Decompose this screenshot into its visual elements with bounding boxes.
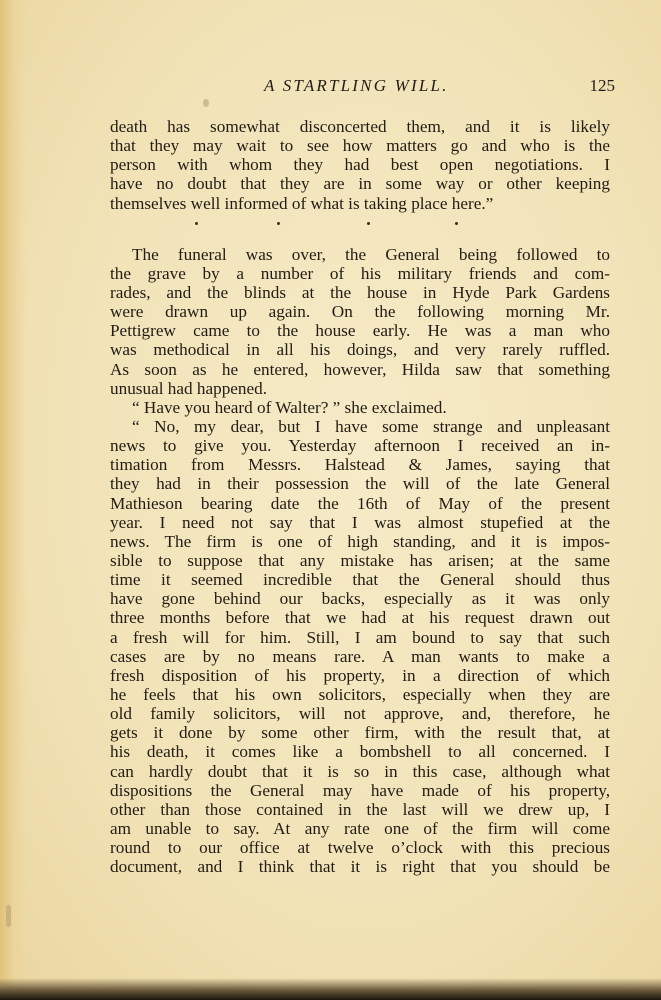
text-line: sible to suppose that any mistake has arisen; at the same [110, 550, 610, 570]
text-line: The funeral was over, the General being followed to [132, 244, 610, 264]
section-break-dot [367, 222, 370, 225]
page-header [110, 76, 615, 100]
text-line: can hardly doubt that it is so in this case, although what [110, 761, 610, 781]
text-line: gets it done by some other firm, with the result that, at [110, 723, 610, 743]
text-line: As soon as he entered, however, Hilda saw that something [110, 359, 610, 379]
text-line: fresh disposition of his property, in a direction of which [110, 665, 610, 685]
section-break [110, 213, 610, 245]
text-line: his death, it comes like a bombshell to all concerned. I [110, 742, 610, 762]
page-number: 125 [589, 76, 615, 95]
text-line: the grave by a number of his military friends and com- [110, 263, 610, 283]
body-text [110, 117, 610, 876]
text-line: round to our office at twelve o’clock with this precious [110, 838, 610, 858]
text-line: they had in their possession the will of the late General [110, 474, 610, 494]
text-line: have no doubt that they are in some way or other keeping [110, 174, 610, 194]
section-break-dot [277, 222, 280, 225]
text-line: old family solicitors, will not approve, and, therefore, he [110, 704, 610, 724]
text-line: year. I need not say that I was almost stupefied at the [110, 512, 610, 532]
running-head: A STARTLING WILL. [264, 76, 449, 95]
text-line: themselves well informed of what is taking place here.” [110, 193, 494, 213]
text-line: dispositions the General may have made of his property, [110, 780, 610, 800]
text-line: news to give you. Yesterday afternoon I received an in- [110, 436, 610, 456]
text-line: death has somewhat disconcerted them, and it is likely [110, 117, 610, 136]
text-line: he feels that his own solicitors, especially when they are [110, 684, 610, 704]
text-line: time it seemed incredible that the General should thus [110, 570, 610, 590]
text-line: three months before that we had at his request drawn out [110, 608, 610, 628]
text-line: unusual had happened. [110, 378, 268, 398]
text-line: that they may wait to see how matters go and who is the [110, 136, 610, 156]
text-line: rades, and the blinds at the house in Hyde Park Gardens [110, 282, 610, 302]
text-line: cases are by no means rare. A man wants to make a [110, 646, 610, 666]
text-line: a fresh will for him. Still, I am bound to say that such [110, 627, 610, 647]
paragraph [110, 417, 610, 876]
section-break-dot [195, 222, 198, 225]
paragraph [110, 398, 610, 417]
text-line: am unable to say. At any rate one of the firm will come [110, 818, 610, 838]
text-line: timation from Messrs. Halstead & James, saying that [110, 455, 610, 475]
text-line: document, and I think that it is right that you should be [110, 857, 610, 877]
text-line: news. The firm is one of high standing, and it is impos- [110, 531, 610, 551]
text-line: Pettigrew came to the house early. He was a man who [110, 321, 610, 341]
paper-speck [203, 99, 209, 107]
paragraph [110, 245, 610, 398]
text-line: were drawn up again. On the following morning Mr. [110, 302, 610, 322]
section-break-dot [455, 222, 458, 225]
paragraph [110, 117, 610, 213]
text-line: Mathieson bearing date the 16th of May of the present [110, 493, 610, 513]
text-line: other than those contained in the last will we drew up, I [110, 799, 610, 819]
page-bottom-edge [0, 978, 661, 1000]
text-line: was methodical in all his doings, and very rarely ruffled. [110, 340, 610, 360]
text-line: person with whom they had best open negotiations. I [110, 155, 610, 175]
text-line: “ Have you heard of Walter? ” she exclaimed. [132, 397, 447, 417]
paper-speck [6, 905, 11, 927]
page-gutter-shadow [0, 0, 26, 1000]
text-line: have gone behind our backs, especially as it was only [110, 589, 610, 609]
text-line: “ No, my dear, but I have some strange and unpleasant [132, 416, 610, 436]
